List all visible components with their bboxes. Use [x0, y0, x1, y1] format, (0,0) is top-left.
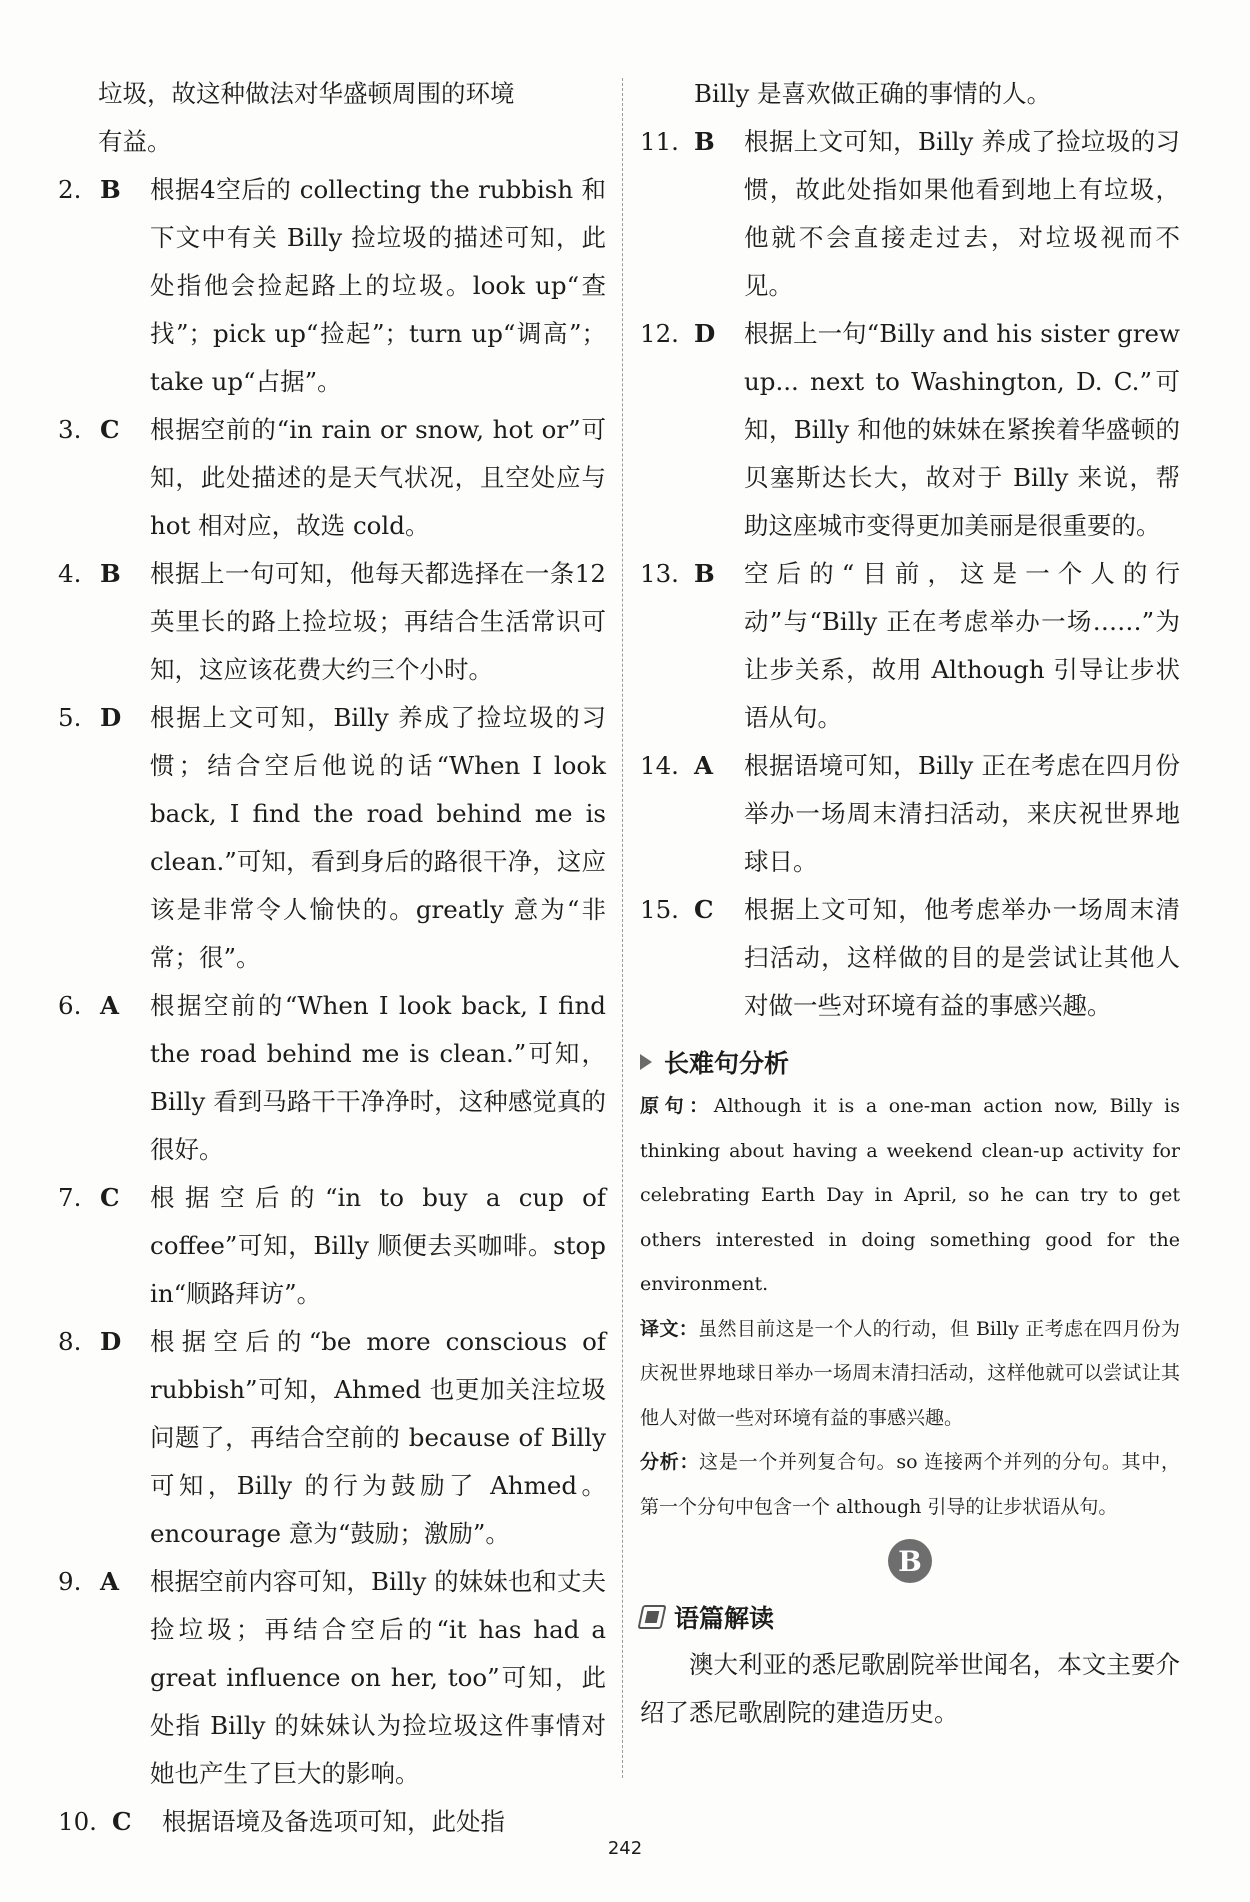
- item-explanation: 根据4空后的 collecting the rubbish 和下文中有关 Billy 捡垃圾的描述可知，此处指他会捡起路上的垃圾。look up“查找”；pick up“捡起”；turn up“调高”；take up“占据”。: [150, 175, 606, 396]
- answer-item-14: [640, 742, 1180, 886]
- item-number: 8.: [58, 1327, 82, 1356]
- item-explanation: 根据空前的“When I look back, I find the road behind me is clean.”可知，Billy 看到马路干干净净时，这种感觉真的很好。: [150, 991, 606, 1164]
- item-answer: A: [694, 751, 714, 780]
- item-number: 14.: [640, 751, 679, 780]
- answer-item-13: [640, 550, 1180, 742]
- item-answer: B: [100, 559, 121, 588]
- item-answer: A: [100, 991, 120, 1020]
- item-answer: A: [100, 1567, 120, 1596]
- item-answer: C: [100, 415, 120, 444]
- translation-label: 译文：: [640, 1317, 699, 1340]
- item-explanation: 根据上一句“Billy and his sister grew up... next to Washington, D. C.”可知，Billy 和他的妹妹在紧挨着华盛顿的贝塞斯达长大，故对于 Billy 来说，帮助这座城市变得更加美丽是很重要的。: [744, 319, 1180, 540]
- intro-line-1: 垃圾，故这种做法对华盛顿周围的环境: [98, 79, 515, 108]
- long-sentence-analysis-heading: [640, 1044, 1180, 1080]
- right-column: [640, 70, 1180, 1737]
- section-b-badge: B: [888, 1539, 932, 1583]
- item-number: 12.: [640, 319, 679, 348]
- section-title: 长难句分析: [664, 1049, 790, 1078]
- item-explanation: 根据空后的“be more conscious of rubbish”可知，Ahmed 也更加关注垃圾问题了，再结合空前的 because of Billy 可知，Billy 的行为鼓励了 Ahmed。encourage 意为“鼓励；激励”。: [150, 1327, 606, 1548]
- item-number: 7.: [58, 1183, 82, 1212]
- original-label: 原句：: [640, 1095, 714, 1117]
- item-explanation: 根据语境可知，Billy 正在考虑在四月份举办一场周末清扫活动，来庆祝世界地球日。: [744, 751, 1180, 876]
- badge-row: [640, 1529, 1180, 1599]
- item-explanation: 根据空前内容可知，Billy 的妹妹也和丈夫捡垃圾；再结合空后的“it has had a great influence on her, too”可知，此处指 Billy 的妹妹认为捡垃圾这件事情对她也产生了巨大的影响。: [150, 1567, 606, 1788]
- item-answer: B: [694, 559, 715, 588]
- item-explanation: 空后的“目前，这是一个人的行动”与“Billy 正在考虑举办一场……”为让步关系，故用 Although 引导让步状语从句。: [744, 559, 1180, 732]
- item-answer: C: [694, 895, 714, 924]
- translation: [640, 1307, 1180, 1441]
- item-answer: C: [112, 1807, 132, 1836]
- item-number: 4.: [58, 559, 82, 588]
- analysis-text: 这是一个并列复合句。so 连接两个并列的分句。其中，第一个分句中包含一个 although 引导的让步状语从句。: [640, 1451, 1180, 1518]
- item-number: 13.: [640, 559, 679, 588]
- left-column: [58, 70, 606, 1846]
- item-explanation: 根据上一句可知，他每天都选择在一条12英里长的路上捡垃圾；再结合生活常识可知，这应该花费大约三个小时。: [150, 559, 606, 684]
- original-sentence: [640, 1084, 1180, 1307]
- book-icon: [637, 1605, 666, 1629]
- item-explanation: 根据上文可知，Billy 养成了捡垃圾的习惯；结合空后他说的话“When I look back, I find the road behind me is clean.”可知，看到身后的路很干净，这应该是非常令人愉快的。greatly 意为“非常；很”。: [150, 703, 606, 972]
- item-number: 11.: [640, 127, 679, 156]
- item-number: 2.: [58, 175, 82, 204]
- item-answer: D: [100, 1327, 122, 1356]
- answer-item-8: [58, 1318, 606, 1558]
- answer-item-9: [58, 1558, 606, 1798]
- section-title: 语篇解读: [674, 1604, 775, 1633]
- answer-item-3: [58, 406, 606, 550]
- page-number: 242: [607, 1838, 643, 1859]
- translation-text: 虽然目前这是一个人的行动，但 Billy 正考虑在四月份为庆祝世界地球日举办一场周末清扫活动，这样他就可以尝试让其他人对做一些对环境有益的事感兴趣。: [640, 1317, 1180, 1429]
- item-explanation: 根据空后的“in to buy a cup of coffee”可知，Billy 顺便去买咖啡。stop in“顺路拜访”。: [150, 1183, 606, 1308]
- item-number: 6.: [58, 991, 82, 1020]
- analysis: [640, 1440, 1180, 1529]
- item-number: 9.: [58, 1567, 82, 1596]
- item-number: 10.: [58, 1807, 97, 1836]
- item-answer: C: [100, 1183, 120, 1212]
- item-explanation: 根据空前的“in rain or snow, hot or”可知，此处描述的是天气状况，且空处应与 hot 相对应，故选 cold。: [150, 415, 606, 540]
- item-answer: B: [694, 127, 715, 156]
- item-number: 15.: [640, 895, 679, 924]
- item-explanation: 根据上文可知，他考虑举办一场周末清扫活动，这样做的目的是尝试让其他人对做一些对环境有益的事感兴趣。: [744, 895, 1180, 1020]
- answer-item-11: [640, 118, 1180, 310]
- intro-line: Billy 是喜欢做正确的事情的人。: [694, 79, 1052, 108]
- intro-line-2: 有益。: [98, 127, 172, 156]
- answer-item-4: [58, 550, 606, 694]
- answer-item-2: [58, 166, 606, 406]
- item-explanation: 根据语境及备选项可知，此处指: [162, 1807, 505, 1836]
- item-answer: D: [694, 319, 716, 348]
- answer-item-7: [58, 1174, 606, 1318]
- column-divider: [622, 78, 623, 1778]
- answer-item-6: [58, 982, 606, 1174]
- item-explanation: 根据上文可知，Billy 养成了捡垃圾的习惯，故此处指如果他看到地上有垃圾，他就不会直接走过去，对垃圾视而不见。: [744, 127, 1180, 300]
- item-answer: B: [100, 175, 121, 204]
- original-text: Although it is a one-man action now, Billy is thinking about having a weekend clean-up activity for celebrating Earth Day in April, so he can try to get others interested in doing something good for the environment.: [640, 1095, 1180, 1295]
- item-number: 3.: [58, 415, 82, 444]
- answer-item-15: [640, 886, 1180, 1030]
- item-answer: D: [100, 703, 122, 732]
- passage-reading-heading: [640, 1599, 1180, 1635]
- analysis-label: 分析：: [640, 1451, 700, 1473]
- answer-item-5: [58, 694, 606, 982]
- passage-summary: 澳大利亚的悉尼歌剧院举世闻名，本文主要介绍了悉尼歌剧院的建造历史。: [640, 1650, 1180, 1727]
- item-number: 5.: [58, 703, 82, 732]
- triangle-bullet-icon: [640, 1054, 652, 1070]
- answer-item-12: [640, 310, 1180, 550]
